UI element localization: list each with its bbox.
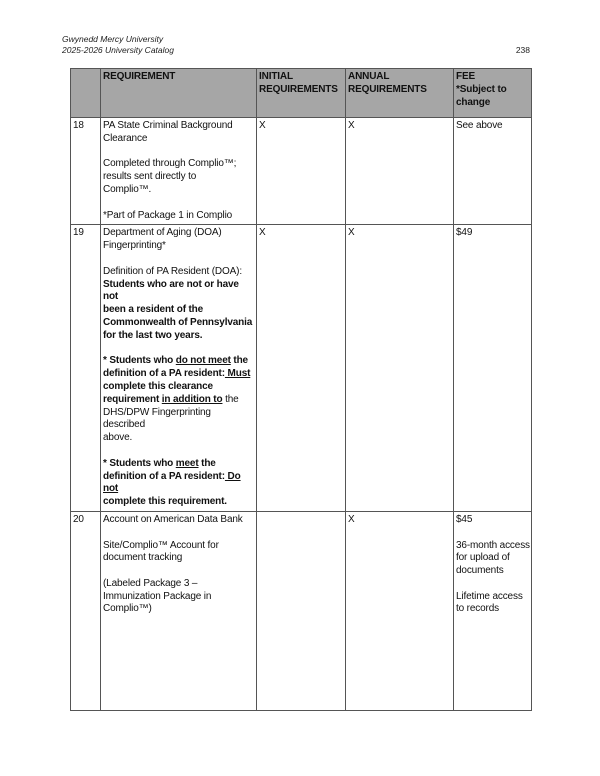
fee-cell: See above [454,118,532,225]
row-number: 20 [71,511,101,710]
requirement-text-segment: the definition of a PA resident: [103,457,225,482]
running-header [62,34,174,56]
requirement-note: Completed through Complio™; results sent directly to Complio™. [103,158,237,195]
column-header-annual: ANNUAL REQUIREMENTS [346,69,454,118]
requirement-cell [101,225,257,512]
catalog-title: 2025-2026 University Catalog [62,45,174,55]
requirement-text-segment: the definition of a PA resident: [103,355,248,380]
initial-cell [257,511,346,710]
requirement-text-segment: the DHS/DPW Fingerprinting described above. [103,393,239,444]
table-row [71,118,532,225]
annual-cell: X [346,225,454,512]
requirement-text-segment: * Students who [103,355,176,367]
requirement-title: PA State Criminal Background Clearance [103,120,233,144]
annual-cell: X [346,118,454,225]
requirement-text-segment: Students who are not or have not been a resident of the Commonwealth of Pennsylvania for the last two years. [103,278,253,341]
requirement-text-segment: complete this requirement. [103,496,227,508]
requirement-text-segment: in addition to [161,393,223,405]
requirements-table [70,68,532,711]
row-number: 19 [71,225,101,512]
requirement-text-segment: do not meet [175,355,231,367]
requirement-cell [101,511,257,710]
column-header-fee: FEE *Subject to change [454,69,532,118]
requirement-title: Account on American Data Bank [103,513,243,525]
requirement-text-segment: Do not [103,470,241,495]
requirement-text-segment: Department of Aging (DOA) Fingerprinting* [103,227,222,252]
requirement-text-segment: Definition of PA Resident (DOA): [103,265,242,277]
fee-cell [454,511,532,710]
institution-name: Gwynedd Mercy University [62,34,164,44]
row-number: 18 [71,118,101,225]
initial-cell: X [257,225,346,512]
column-header-number [71,69,101,118]
table-row [71,511,532,710]
requirement-text-segment: Must [224,368,251,380]
table-row [71,225,532,512]
requirement-note: Site/Complio™ Account for document tracking [103,539,219,564]
requirement-cell [101,118,257,225]
fee-cell: $49 [454,225,532,512]
initial-cell: X [257,118,346,225]
requirement-note: *Part of Package 1 in Complio [103,209,233,221]
table-header-row [71,69,532,118]
page-number: 238 [515,45,530,55]
fee-note: Lifetime access to records [456,590,523,615]
requirement-text-segment: meet [175,457,199,469]
column-header-requirement: REQUIREMENT [101,69,257,118]
fee-amount: $45 [456,513,473,525]
fee-note: 36-month access for upload of documents [456,539,530,577]
requirement-text-segment: * Students who [103,457,176,469]
column-header-initial: INITIAL REQUIREMENTS [257,69,346,118]
annual-cell: X [346,511,454,710]
requirement-text-segment: complete this clearance requirement [103,380,213,405]
requirement-note: (Labeled Package 3 – Immunization Package in Complio™) [103,577,212,615]
